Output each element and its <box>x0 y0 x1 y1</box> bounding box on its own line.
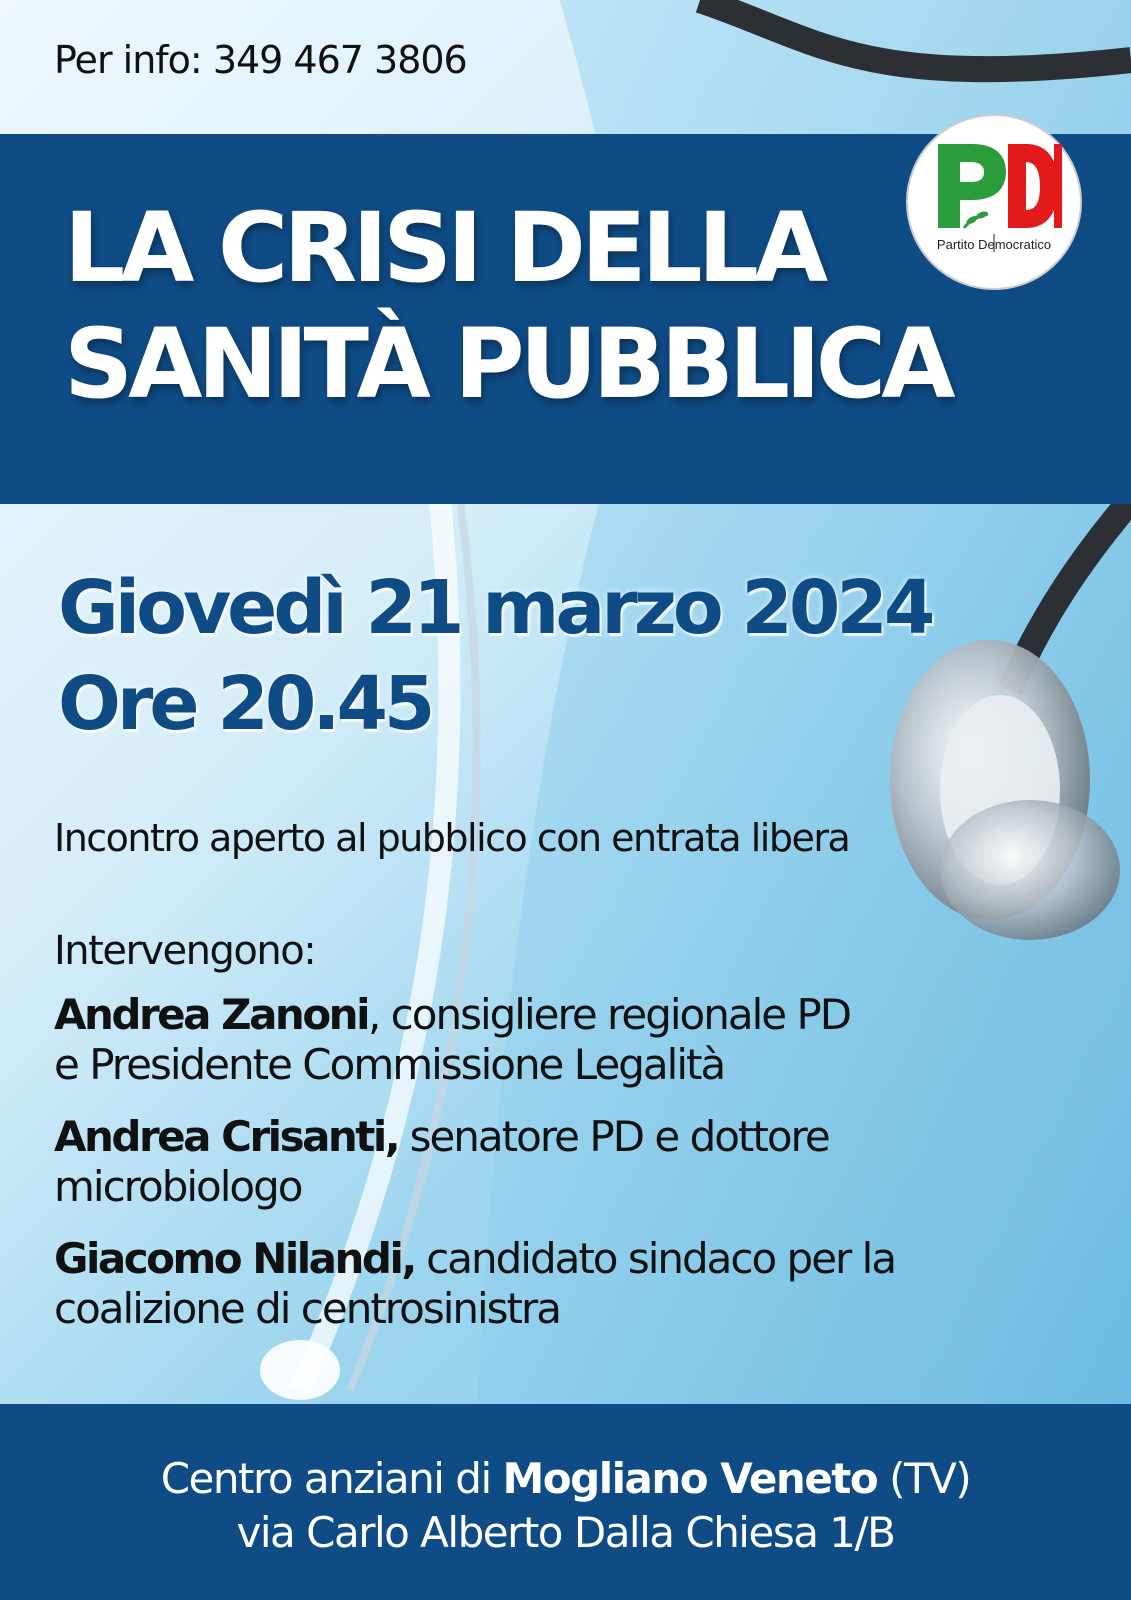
speaker-role: senatore PD e dottore <box>398 1112 829 1161</box>
speaker-role-cont: coalizione di centrosinistra <box>54 1284 561 1333</box>
event-date: Giovedì 21 marzo 2024 <box>58 565 932 651</box>
speaker-item <box>54 990 850 1090</box>
info-phone: 349 467 3806 <box>212 38 467 82</box>
venue-address: via Carlo Alberto Dalla Chiesa 1/B <box>236 1508 895 1557</box>
venue-suffix: (TV) <box>877 1454 971 1503</box>
speaker-role: , consigliere regionale PD <box>367 990 851 1039</box>
venue-line <box>0 1454 1131 1503</box>
logo-text: Partito Democratico <box>936 237 1052 252</box>
event-intro: Incontro aperto al pubblico con entrata libera <box>54 816 850 860</box>
event-title <box>64 190 951 422</box>
speaker-item <box>54 1234 895 1334</box>
venue-town: Mogliano Veneto <box>502 1454 878 1503</box>
speaker-role-cont: microbiologo <box>54 1162 302 1211</box>
pd-logo <box>906 114 1082 290</box>
event-time: Ore 20.45 <box>58 661 432 747</box>
speaker-name: Andrea Crisanti, <box>54 1112 399 1161</box>
venue-prefix: Centro anziani di <box>160 1454 503 1503</box>
pd-logo-icon <box>908 116 1080 288</box>
contact-info <box>54 38 467 82</box>
speaker-role: candidato sindaco per la <box>414 1234 896 1283</box>
event-datetime <box>58 560 931 752</box>
info-label: Per info: <box>54 38 202 82</box>
speakers-label: Intervengono: <box>54 928 316 974</box>
speaker-item <box>54 1112 829 1212</box>
speaker-name: Giacomo Nilandi, <box>54 1234 415 1283</box>
speaker-name: Andrea Zanoni <box>54 990 368 1039</box>
venue-footer <box>0 1404 1131 1600</box>
title-line-1: LA CRISI DELLA <box>64 192 824 304</box>
title-line-2: SANITÀ PUBBLICA <box>64 308 951 420</box>
speaker-role-cont: e Presidente Commissione Legalità <box>54 1040 725 1089</box>
